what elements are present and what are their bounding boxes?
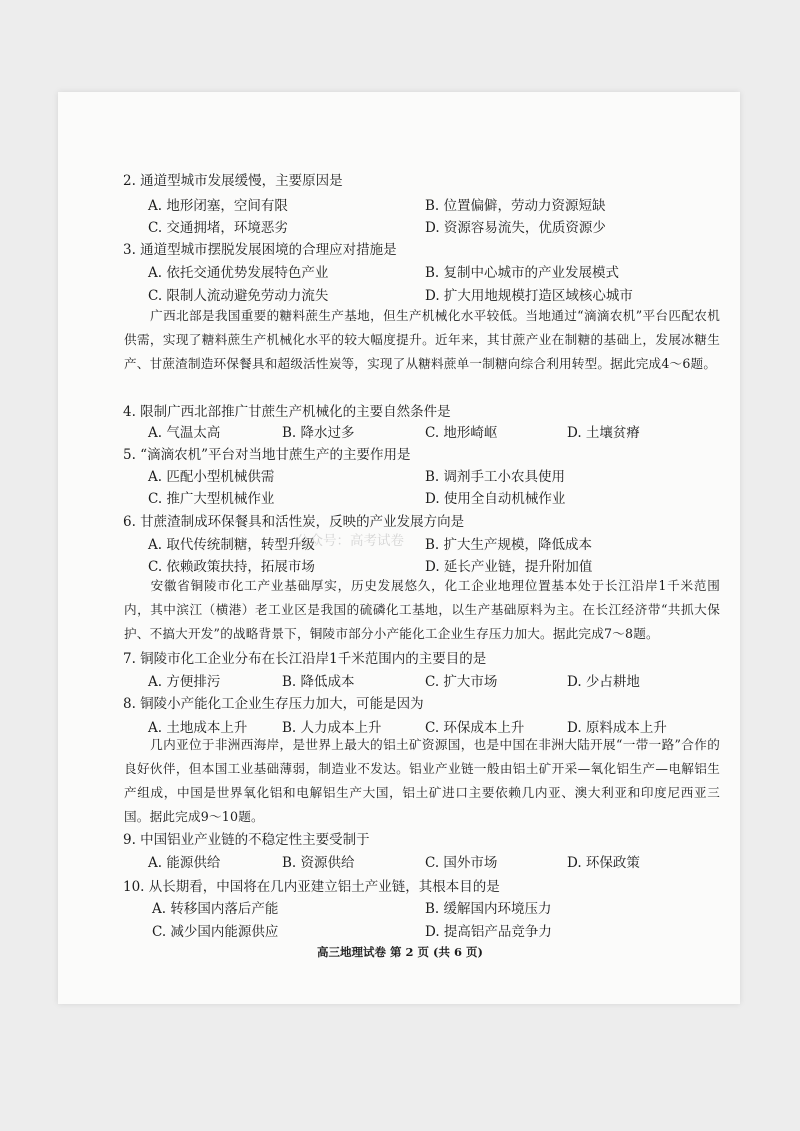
- question-6-option-b: B. 扩大生产规模，降低成本: [425, 537, 593, 553]
- question-4-option-c: C. 地形崎岖: [425, 425, 498, 441]
- question-5-stem: 5. “滴滴农机”平台对当地甘蔗生产的主要作用是: [123, 447, 411, 463]
- question-10-option-c: C. 减少国内能源供应: [152, 924, 279, 940]
- question-4-option-b: B. 降水过多: [282, 425, 355, 441]
- question-6-option-d: D. 延长产业链，提升附加值: [425, 559, 593, 575]
- question-5-option-d: D. 使用全自动机械作业: [425, 491, 566, 507]
- question-4-stem: 4. 限制广西北部推广甘蔗生产机械化的主要自然条件是: [123, 404, 451, 420]
- page-footer: 高三地理试卷 第 2 页 (共 6 页): [317, 945, 483, 959]
- question-3-stem: 3. 通道型城市摆脱发展困境的合理应对措施是: [123, 242, 397, 258]
- passage-guinea-aluminum: [124, 733, 720, 829]
- question-6-stem: 6. 甘蔗渣制成环保餐具和活性炭，反映的产业发展方向是: [123, 514, 465, 530]
- question-9-option-b: B. 资源供给: [282, 855, 355, 871]
- question-2-option-a: A. 地形闭塞，空间有限: [148, 198, 288, 214]
- question-8-option-c: C. 环保成本上升: [425, 720, 525, 736]
- question-3-option-b: B. 复制中心城市的产业发展模式: [425, 265, 620, 281]
- question-10-option-b: B. 缓解国内环境压力: [425, 901, 552, 917]
- question-4-option-a: A. 气温太高: [148, 425, 221, 441]
- question-7-option-b: B. 降低成本: [282, 674, 355, 690]
- question-3-option-a: A. 依托交通优势发展特色产业: [148, 265, 329, 281]
- question-8-stem: 8. 铜陵小产能化工企业生存压力加大，可能是因为: [123, 696, 424, 712]
- question-7-option-a: A. 方便排污: [148, 674, 221, 690]
- passage-3-text: 几内亚位于非洲西海岸，是世界上最大的铝土矿资源国，也是中国在非洲大陆开展“一带一路”合作的良好伙伴，但本国工业基础薄弱，制造业不发达。铝业产业链一般由铝土矿开采—氧化铝生产—电解铝生产组成，中国是世界氧化铝和电解铝生产大国，铝土矿进口主要依赖几内亚、澳大利亚和印度尼西亚三国。据此完成9～10题。: [124, 737, 720, 824]
- question-7-option-c: C. 扩大市场: [425, 674, 498, 690]
- question-10-option-d: D. 提高铝产品竞争力: [425, 924, 552, 940]
- question-2-stem: 2. 通道型城市发展缓慢，主要原因是: [123, 173, 343, 189]
- passage-2-text: 安徽省铜陵市化工产业基础厚实，历史发展悠久，化工企业地理位置基本处于长江沿岸1千米范围内，其中滨江（横港）老工业区是我国的硫磷化工基地，以生产基础原料为主。在长江经济带“共抓大保护、不搞大开发”的战略背景下，铜陵市部分小产能化工企业生存压力加大。据此完成7～8题。: [124, 578, 720, 641]
- question-8-option-b: B. 人力成本上升: [282, 720, 382, 736]
- passage-tongling-chemical: [124, 574, 720, 646]
- question-8-option-a: A. 土地成本上升: [148, 720, 248, 736]
- question-4-option-d: D. 土壤贫瘠: [567, 425, 640, 441]
- passage-guangxi-sugarcane: [124, 304, 720, 376]
- question-3-option-d: D. 扩大用地规模打造区域核心城市: [425, 288, 633, 304]
- question-2-option-d: D. 资源容易流失，优质资源少: [425, 220, 606, 236]
- question-6-option-a: A. 取代传统制糖，转型升级: [148, 537, 315, 553]
- question-6-option-c: C. 依赖政策扶持，拓展市场: [148, 559, 315, 575]
- question-10-option-a: A. 转移国内落后产能: [152, 901, 279, 917]
- question-2-option-c: C. 交通拥堵，环境恶劣: [148, 220, 288, 236]
- question-9-option-a: A. 能源供给: [148, 855, 221, 871]
- question-3-option-c: C. 限制人流动避免劳动力流失: [148, 288, 329, 304]
- question-5-option-a: A. 匹配小型机械供需: [148, 469, 275, 485]
- question-8-option-d: D. 原料成本上升: [567, 720, 667, 736]
- watermark: 公众号：高考试卷: [296, 533, 404, 549]
- question-10-stem: 10. 从长期看，中国将在几内亚建立铝土产业链，其根本目的是: [123, 879, 500, 895]
- question-7-option-d: D. 少占耕地: [567, 674, 640, 690]
- passage-1-text: 广西北部是我国重要的糖料蔗生产基地，但生产机械化水平较低。当地通过“滴滴农机”平台匹配农机供需，实现了糖料蔗生产机械化水平的较大幅度提升。近年来，其甘蔗产业在制糖的基础上，发展冰糖生产、甘蔗渣制造环保餐具和超级活性炭等，实现了从糖料蔗单一制糖向综合利用转型。据此完成4～6题。: [124, 308, 720, 371]
- question-9-option-c: C. 国外市场: [425, 855, 498, 871]
- question-5-option-c: C. 推广大型机械作业: [148, 491, 275, 507]
- question-7-stem: 7. 铜陵市化工企业分布在长江沿岸1千米范围内的主要目的是: [123, 651, 487, 667]
- question-5-option-b: B. 调剂手工小农具使用: [425, 469, 566, 485]
- question-2-option-b: B. 位置偏僻，劳动力资源短缺: [425, 198, 606, 214]
- question-9-stem: 9. 中国铝业产业链的不稳定性主要受制于: [123, 832, 370, 848]
- question-9-option-d: D. 环保政策: [567, 855, 640, 871]
